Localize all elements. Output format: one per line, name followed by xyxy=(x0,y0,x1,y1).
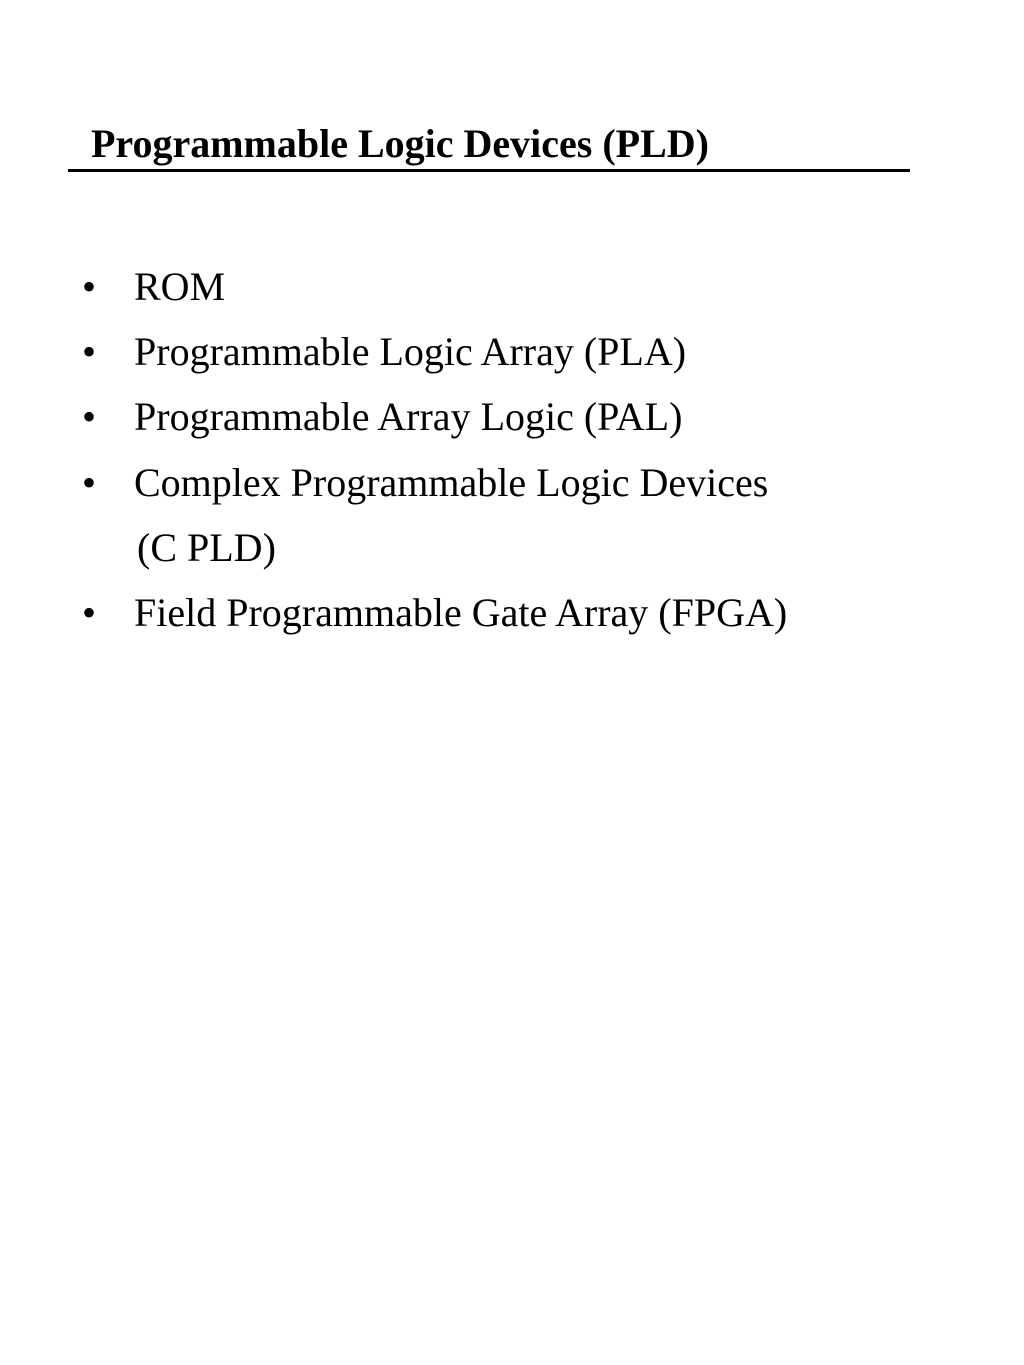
list-item-cpld xyxy=(0,453,1024,578)
list-item-text: Programmable Array Logic (PAL) xyxy=(134,394,683,439)
bullet-icon: • xyxy=(82,394,97,439)
list-item-text: ROM xyxy=(134,264,226,309)
title-underline xyxy=(68,169,910,172)
list-item-rom xyxy=(0,257,1024,317)
list-item-pal xyxy=(0,387,1024,447)
bullet-icon: • xyxy=(82,329,97,374)
bullet-icon: • xyxy=(82,264,97,309)
list-item-text: Field Programmable Gate Array (FPGA) xyxy=(134,590,788,635)
list-item-pla xyxy=(0,322,1024,382)
list-item-text: Complex Programmable Logic Devices xyxy=(134,460,769,505)
list-item-text: Programmable Logic Array (PLA) xyxy=(134,329,687,374)
list-item-continuation: (C PLD) xyxy=(137,525,276,570)
bullet-icon: • xyxy=(82,590,97,635)
list-item-fpga xyxy=(0,583,1024,643)
page-title: Programmable Logic Devices (PLD) xyxy=(91,121,709,166)
bullet-icon: • xyxy=(82,460,97,505)
